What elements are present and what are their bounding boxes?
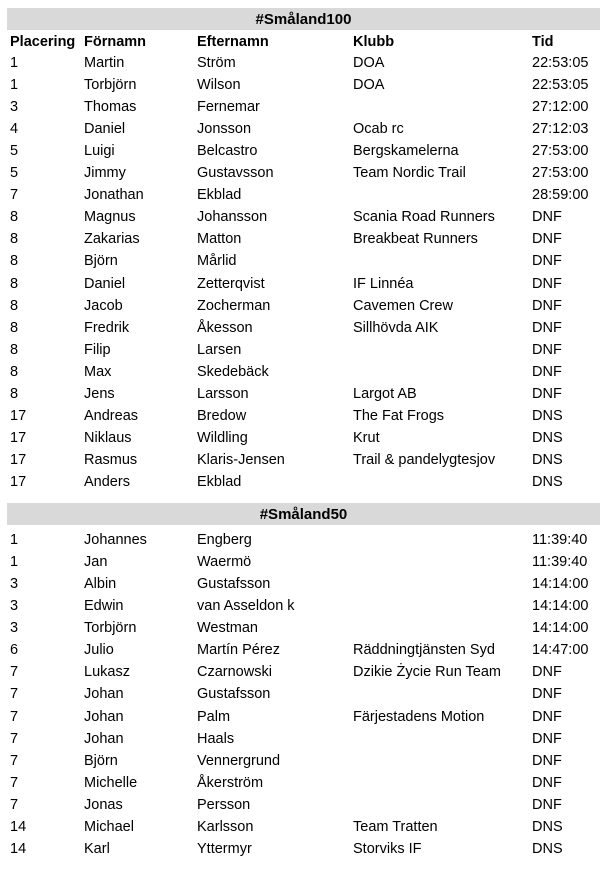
table-row [0, 706, 600, 728]
cell-time: DNS [532, 407, 563, 424]
cell-place: 5 [10, 165, 19, 182]
table-row [0, 816, 600, 838]
cell-place: 1 [10, 77, 19, 94]
header-efternamn: Efternamn [197, 34, 269, 50]
cell-first-name: Jonathan [84, 187, 144, 204]
cell-time: DNF [532, 752, 562, 769]
cell-last-name: Skedebäck [197, 363, 269, 380]
cell-first-name: Zakarias [84, 231, 140, 248]
cell-place: 4 [10, 121, 19, 138]
cell-last-name: Ström [197, 55, 236, 71]
cell-place: 17 [10, 407, 27, 424]
cell-club: DOA [353, 55, 385, 71]
cell-place: 3 [10, 576, 19, 593]
cell-first-name: Michael [84, 818, 134, 835]
table-row [0, 162, 600, 184]
cell-place: 17 [10, 451, 27, 468]
cell-place: 8 [10, 209, 19, 226]
table-row [0, 427, 600, 449]
cell-club: Cavemen Crew [353, 297, 453, 314]
cell-first-name: Karl [84, 840, 110, 857]
cell-time: 27:12:03 [532, 121, 589, 138]
cell-first-name: Lukasz [84, 664, 130, 681]
table-row [0, 529, 600, 551]
cell-first-name: Fredrik [84, 319, 130, 336]
cell-first-name: Johan [84, 708, 124, 725]
table-row [0, 118, 600, 140]
cell-place: 8 [10, 385, 19, 402]
cell-time: 27:12:00 [532, 99, 589, 116]
cell-last-name: Johansson [197, 209, 268, 226]
cell-time: DNF [532, 253, 562, 270]
cell-time: DNF [532, 341, 562, 358]
cell-club: Dzikie Życie Run Team [353, 664, 502, 681]
cell-place: 1 [10, 55, 19, 71]
column-header-row [0, 31, 600, 53]
cell-place: 7 [10, 664, 19, 681]
cell-place: 5 [10, 143, 19, 160]
cell-first-name: Andreas [84, 407, 139, 424]
table-row [0, 339, 600, 361]
cell-last-name: Gustafsson [197, 576, 271, 593]
table-row [0, 683, 600, 705]
cell-last-name: van Asseldon k [197, 598, 295, 615]
table-row [0, 639, 600, 661]
cell-place: 17 [10, 473, 27, 490]
table-row [0, 184, 600, 206]
header-fornamn: Förnamn [84, 34, 147, 50]
cell-place: 14 [10, 840, 27, 857]
table-row [0, 595, 600, 617]
table-row [0, 383, 600, 405]
cell-club: Färjestadens Motion [353, 708, 485, 725]
cell-last-name: Karlsson [197, 818, 254, 835]
cell-club: Ocab rc [353, 121, 404, 138]
cell-place: 7 [10, 187, 19, 204]
cell-last-name: Wildling [197, 429, 248, 446]
cell-last-name: Haals [197, 730, 235, 747]
cell-place: 7 [10, 774, 19, 791]
cell-time: 11:39:40 [532, 532, 588, 548]
cell-club: Largot AB [353, 385, 417, 402]
cell-first-name: Johannes [84, 532, 147, 548]
cell-place: 8 [10, 275, 19, 292]
cell-first-name: Julio [84, 642, 114, 659]
cell-club: Räddningtjänsten Syd [353, 642, 495, 659]
cell-first-name: Jacob [84, 297, 123, 314]
cell-last-name: Larsson [197, 385, 249, 402]
table-row [0, 617, 600, 639]
cell-first-name: Torbjörn [84, 620, 137, 637]
cell-time: DNF [532, 297, 562, 314]
cell-place: 3 [10, 99, 19, 116]
cell-time: DNF [532, 363, 562, 380]
table-row [0, 728, 600, 750]
cell-last-name: Fernemar [197, 99, 260, 116]
cell-first-name: Edwin [84, 598, 124, 615]
table-row [0, 52, 600, 74]
cell-club: Bergskamelerna [353, 143, 459, 160]
table-row [0, 772, 600, 794]
table-row [0, 74, 600, 96]
cell-club: IF Linnéa [353, 275, 414, 292]
cell-place: 7 [10, 686, 19, 703]
cell-last-name: Belcastro [197, 143, 258, 160]
cell-last-name: Mårlid [197, 253, 237, 270]
section-title-smaland100: #Småland100 [7, 8, 600, 30]
table-row [0, 295, 600, 317]
cell-last-name: Engberg [197, 532, 252, 548]
cell-place: 7 [10, 730, 19, 747]
cell-last-name: Waermö [197, 554, 252, 571]
cell-time: 14:14:00 [532, 620, 589, 637]
table-row [0, 206, 600, 228]
cell-first-name: Daniel [84, 121, 126, 138]
cell-first-name: Björn [84, 253, 118, 270]
cell-time: DNS [532, 840, 563, 857]
table-row [0, 838, 600, 860]
cell-first-name: Luigi [84, 143, 115, 160]
cell-first-name: Johan [84, 686, 124, 703]
cell-place: 3 [10, 620, 19, 637]
table-row [0, 273, 600, 295]
cell-place: 8 [10, 341, 19, 358]
cell-time: DNS [532, 429, 563, 446]
cell-time: DNF [532, 664, 562, 681]
cell-last-name: Zetterqvist [197, 275, 265, 292]
cell-time: 27:53:00 [532, 143, 589, 160]
table-row [0, 794, 600, 816]
cell-last-name: Martín Pérez [197, 642, 280, 659]
cell-place: 8 [10, 363, 19, 380]
cell-place: 17 [10, 429, 27, 446]
cell-last-name: Westman [197, 620, 258, 637]
cell-time: DNF [532, 385, 562, 402]
cell-time: DNF [532, 319, 562, 336]
cell-last-name: Åkesson [197, 319, 253, 336]
cell-place: 1 [10, 554, 19, 571]
table-row [0, 405, 600, 427]
cell-time: 14:47:00 [532, 642, 589, 659]
cell-time: 22:53:05 [532, 55, 589, 71]
cell-time: 22:53:05 [532, 77, 589, 94]
cell-last-name: Persson [197, 796, 251, 813]
cell-last-name: Jonsson [197, 121, 252, 138]
header-tid: Tid [532, 34, 554, 50]
cell-place: 8 [10, 231, 19, 248]
cell-last-name: Zocherman [197, 297, 271, 314]
cell-club: Scania Road Runners [353, 209, 495, 226]
table-row [0, 449, 600, 471]
cell-first-name: Johan [84, 730, 124, 747]
cell-place: 7 [10, 752, 19, 769]
cell-place: 14 [10, 818, 27, 835]
cell-time: 14:14:00 [532, 598, 589, 615]
table-row [0, 228, 600, 250]
table-row [0, 96, 600, 118]
cell-place: 6 [10, 642, 19, 659]
table-row [0, 361, 600, 383]
cell-time: DNF [532, 275, 562, 292]
cell-time: DNS [532, 473, 563, 490]
header-klubb: Klubb [353, 34, 395, 50]
cell-club: The Fat Frogs [353, 407, 445, 424]
cell-time: 14:14:00 [532, 576, 589, 593]
cell-place: 8 [10, 297, 19, 314]
table-row [0, 140, 600, 162]
table-row [0, 573, 600, 595]
cell-last-name: Ekblad [197, 473, 242, 490]
cell-first-name: Max [84, 363, 112, 380]
cell-last-name: Gustavsson [197, 165, 274, 182]
cell-club: Krut [353, 429, 380, 446]
cell-time: 27:53:00 [532, 165, 589, 182]
cell-last-name: Larsen [197, 341, 242, 358]
cell-first-name: Rasmus [84, 451, 138, 468]
cell-last-name: Palm [197, 708, 231, 725]
cell-first-name: Björn [84, 752, 118, 769]
cell-club: Trail & pandelygtesjov [353, 451, 496, 468]
table-row [0, 661, 600, 683]
cell-place: 8 [10, 319, 19, 336]
cell-first-name: Jimmy [84, 165, 126, 182]
table-row [0, 750, 600, 772]
cell-first-name: Filip [84, 341, 111, 358]
cell-place: 3 [10, 598, 19, 615]
table-row [0, 551, 600, 573]
cell-last-name: Czarnowski [197, 664, 272, 681]
section-title-smaland50: #Småland50 [7, 503, 600, 525]
cell-last-name: Matton [197, 231, 242, 248]
cell-club: Team Tratten [353, 818, 438, 835]
cell-first-name: Jens [84, 385, 115, 402]
cell-first-name: Martin [84, 55, 125, 71]
cell-last-name: Klaris-Jensen [197, 451, 285, 468]
cell-first-name: Jan [84, 554, 108, 571]
cell-club: Storviks IF [353, 840, 422, 857]
cell-last-name: Vennergrund [197, 752, 281, 769]
cell-time: DNF [532, 231, 562, 248]
cell-time: DNF [532, 796, 562, 813]
cell-first-name: Anders [84, 473, 130, 490]
cell-time: DNS [532, 451, 563, 468]
cell-time: 28:59:00 [532, 187, 589, 204]
cell-club: Sillhövda AIK [353, 319, 439, 336]
cell-time: DNF [532, 730, 562, 747]
cell-last-name: Yttermyr [197, 840, 252, 857]
cell-first-name: Thomas [84, 99, 137, 116]
cell-last-name: Åkerström [197, 774, 264, 791]
cell-first-name: Magnus [84, 209, 136, 226]
table-row [0, 471, 600, 493]
cell-place: 8 [10, 253, 19, 270]
cell-last-name: Ekblad [197, 187, 242, 204]
cell-place: 7 [10, 708, 19, 725]
cell-last-name: Wilson [197, 77, 241, 94]
cell-time: 11:39:40 [532, 554, 588, 571]
cell-club: DOA [353, 77, 385, 94]
cell-first-name: Albin [84, 576, 117, 593]
cell-club: Breakbeat Runners [353, 231, 478, 248]
cell-first-name: Niklaus [84, 429, 132, 446]
cell-place: 7 [10, 796, 19, 813]
cell-first-name: Jonas [84, 796, 123, 813]
cell-first-name: Daniel [84, 275, 126, 292]
cell-time: DNF [532, 774, 562, 791]
cell-time: DNF [532, 708, 562, 725]
cell-last-name: Bredow [197, 407, 247, 424]
cell-last-name: Gustafsson [197, 686, 271, 703]
header-placering: Placering [10, 34, 76, 50]
table-row [0, 317, 600, 339]
cell-time: DNF [532, 209, 562, 226]
cell-first-name: Michelle [84, 774, 138, 791]
cell-first-name: Torbjörn [84, 77, 137, 94]
cell-club: Team Nordic Trail [353, 165, 466, 182]
cell-time: DNS [532, 818, 563, 835]
cell-time: DNF [532, 686, 562, 703]
table-row [0, 250, 600, 272]
cell-place: 1 [10, 532, 19, 548]
